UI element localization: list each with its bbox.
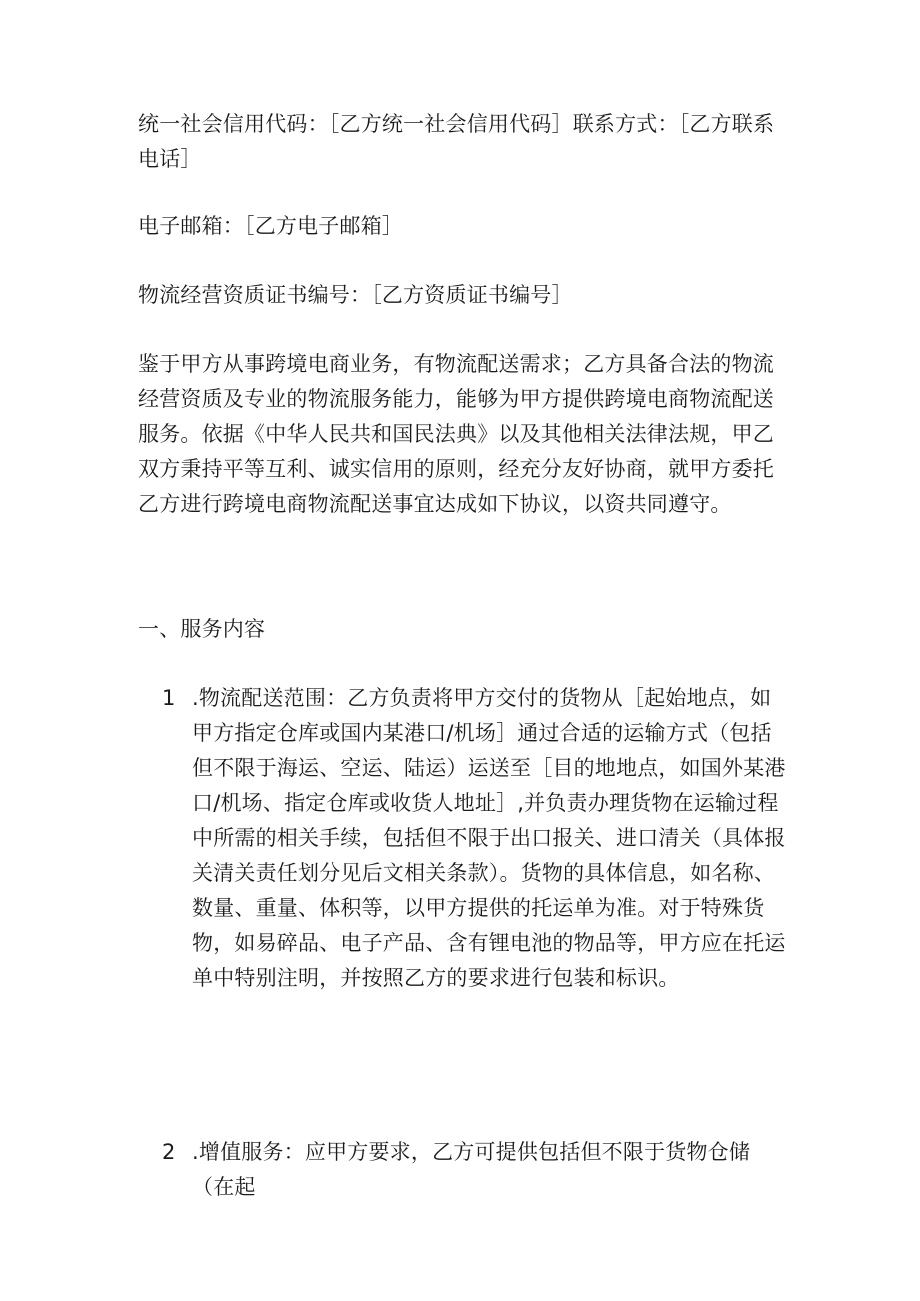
list-item-number: 2 [162,1140,176,1164]
list-item-logistics-scope [162,681,792,996]
list-item-number: 1 [162,686,176,710]
party-b-license-line: 物流经营资质证书编号：［乙方资质证书编号］ [138,283,573,307]
preamble-paragraph: 鉴于甲方从事跨境电商业务，有物流配送需求；乙方具备合法的物流经营资质及专业的物流服务能力，能够为甲方提供跨境电商物流配送服务。依据《中华人民共和国民法典》以及其他相关法律法规，甲乙双方秉持平等互利、诚实信用的原则，经充分友好协商，就甲方委托乙方进行跨境电商物流配送事宜达成如下协议，以资共同遵守。 [138,352,774,516]
section-heading-service-content: 一、服务内容 [138,617,266,641]
list-item-text: .增值服务：应甲方要求，乙方可提供包括但不限于货物仓储（在起 [192,1140,751,1199]
list-item-text: .物流配送范围：乙方负责将甲方交付的货物从［起始地点，如甲方指定仓库或国内某港口/机场］通过合适的运输方式（包括但不限于海运、空运、陆运）运送至［目的地地点，如国外某港口/机场、指定仓库或收货人地址］,并负责办理货物在运输过程中所需的相关手续，包括但不限于出口报关、进口清关（具体报关清关责任划分见后文相关条款）。货物的具体信息，如名称、数量、重量、体积等，以甲方提供的托运单为准。对于特殊货物，如易碎品、电子产品、含有锂电池的物品等，甲方应在托运单中特别注明，并按照乙方的要求进行包装和标识。 [192,686,786,990]
party-b-credit-code-line: 统一社会信用代码：［乙方统一社会信用代码］联系方式：［乙方联系电话］ [138,112,775,171]
party-b-email-line: 电子邮箱：［乙方电子邮箱］ [138,214,404,238]
list-item-value-added-services [162,1135,792,1205]
